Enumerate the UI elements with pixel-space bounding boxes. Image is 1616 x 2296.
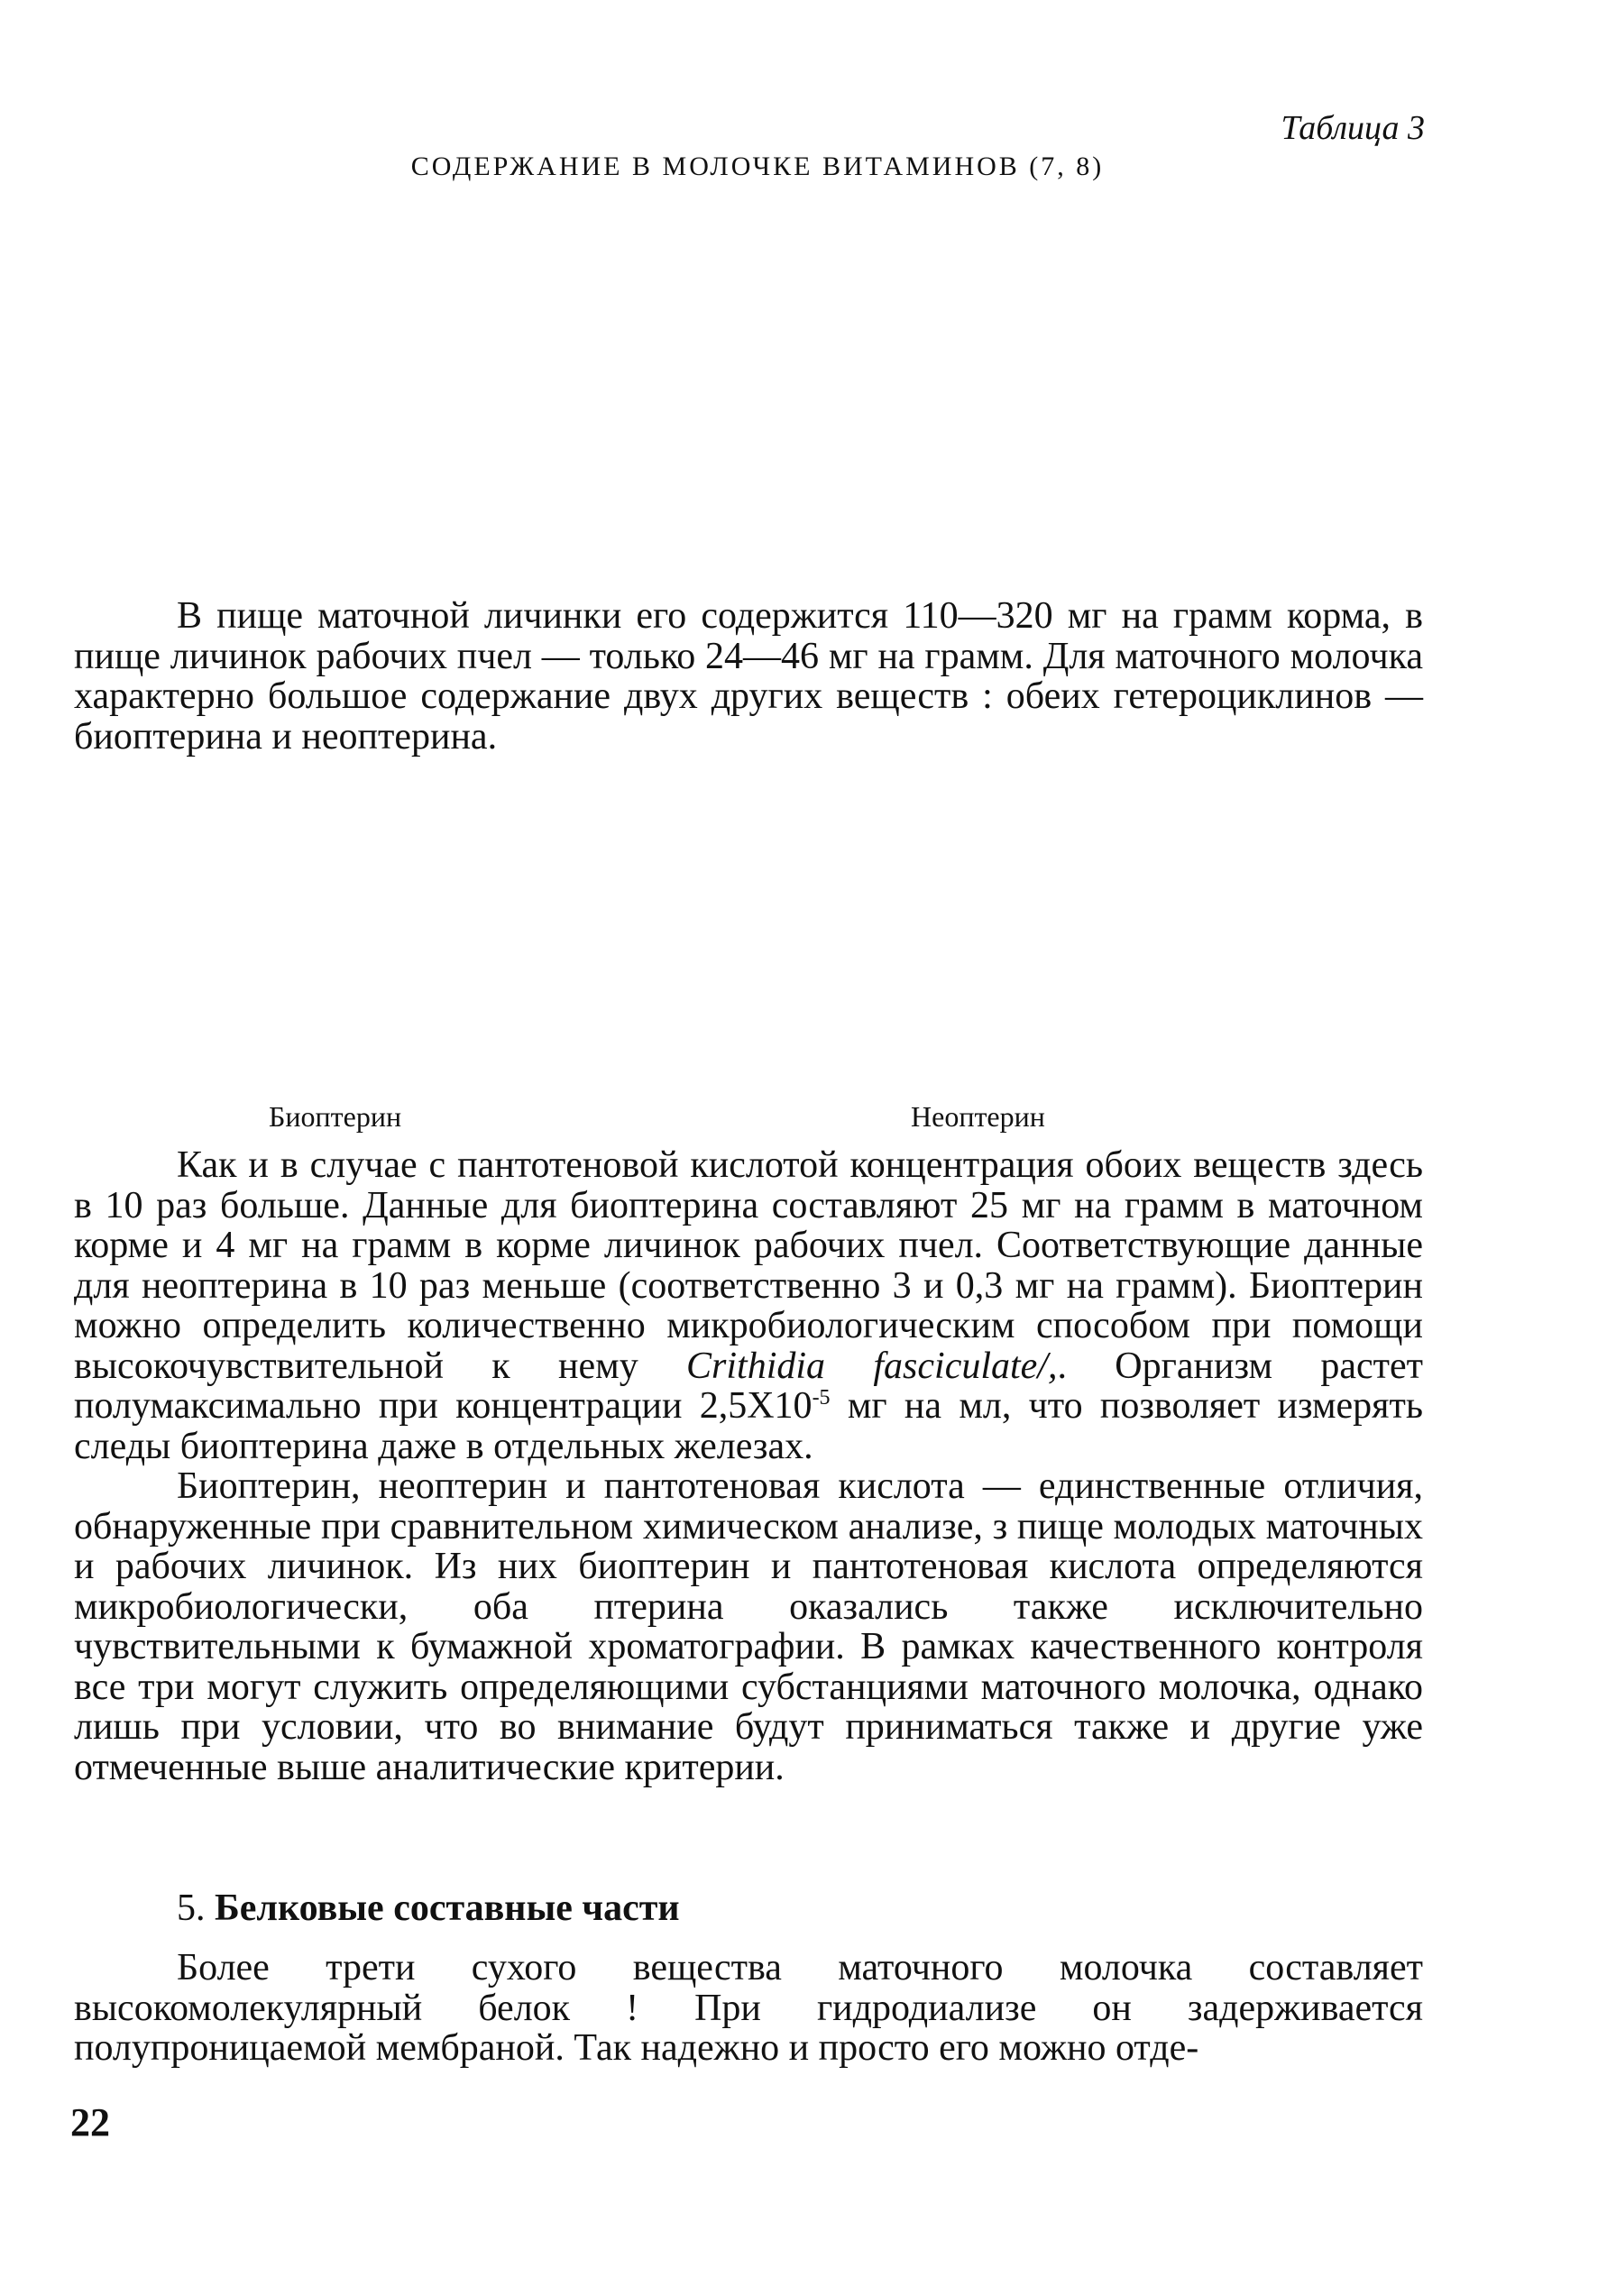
paragraph-1-text: В пище маточной личинки его содержится 110—320 мг на грамм корма, в пище личинок рабочих пчел — только 24—46 мг на грамм. Для маточного молочка характерно большое содержание двух других веществ : обеих гетероциклинов — биоптерина и неоптерина. bbox=[74, 595, 1423, 758]
paragraph-2 bbox=[74, 1145, 1423, 1787]
paragraph-2-text bbox=[74, 1145, 1423, 1466]
paragraph-1 bbox=[74, 596, 1423, 757]
section-heading bbox=[177, 1887, 680, 1930]
paragraph-3 bbox=[74, 1948, 1423, 2069]
species-name: Crithidia fasciculate/, bbox=[686, 1345, 1058, 1387]
page-number: 22 bbox=[70, 2100, 110, 2144]
formula-captions bbox=[0, 1100, 1616, 1140]
paragraph-2-part2: . Организм растет полумаксимально при концентрации 2,5Х10 bbox=[74, 1345, 1423, 1427]
table-label: Таблица 3 bbox=[1281, 109, 1425, 147]
section-title: Белковые составные части bbox=[215, 1887, 680, 1929]
paragraph-2-part3: мг на мл, что позволяет измерять следы биоптерина даже в отдельных железах. bbox=[74, 1385, 1424, 1467]
paragraph-2b-text: Биоптерин, неоптерин и пантотеновая кислота — единственные отличия, обнаруженные при сравнительном химическом анализе, з пище молодых маточных и рабочих личинок. Из них биоптерин и пантотеновая кислота определяются микробиологически, оба птерина оказались также исключительно чувствительными к бумажной хроматографии. В рамках качественного контроля все три могут служить определяющими субстанциями маточного молочка, однако лишь при условии, что во внимание будут приниматься также и другие уже отмеченные выше аналитические критерии. bbox=[74, 1465, 1423, 1788]
section-number: 5. bbox=[177, 1887, 206, 1929]
paragraph-3-text: Более трети сухого вещества маточного молочка составляет высокомолекулярный белок ! При гидродиализе он задерживается полупроницаемой мембраной. Так надежно и просто его можно отде- bbox=[74, 1947, 1423, 2069]
exponent: -5 bbox=[812, 1386, 831, 1410]
table-title: СОДЕРЖАНИЕ В МОЛОЧКЕ ВИТАМИНОВ (7, 8) bbox=[410, 152, 1105, 181]
caption-biopterin: Биоптерин bbox=[269, 1100, 402, 1133]
paragraph-2-part1: Как и в случае с пантотеновой кислотой концентрация обоих веществ здесь в 10 раз больше. Данные для биоптерина составляют 25 мг на грамм в маточном корме и 4 мг на грамм в корме личинок рабочих пчел. Соответствующие данные для неоптерина в 10 раз меньше (соответственно 3 и 0,3 мг на грамм). Биоптерин можно определить количественно микробиологическим способом при помощи высокочувствительной к нему bbox=[74, 1144, 1423, 1387]
caption-neopterin: Неоптерин bbox=[911, 1100, 1045, 1133]
